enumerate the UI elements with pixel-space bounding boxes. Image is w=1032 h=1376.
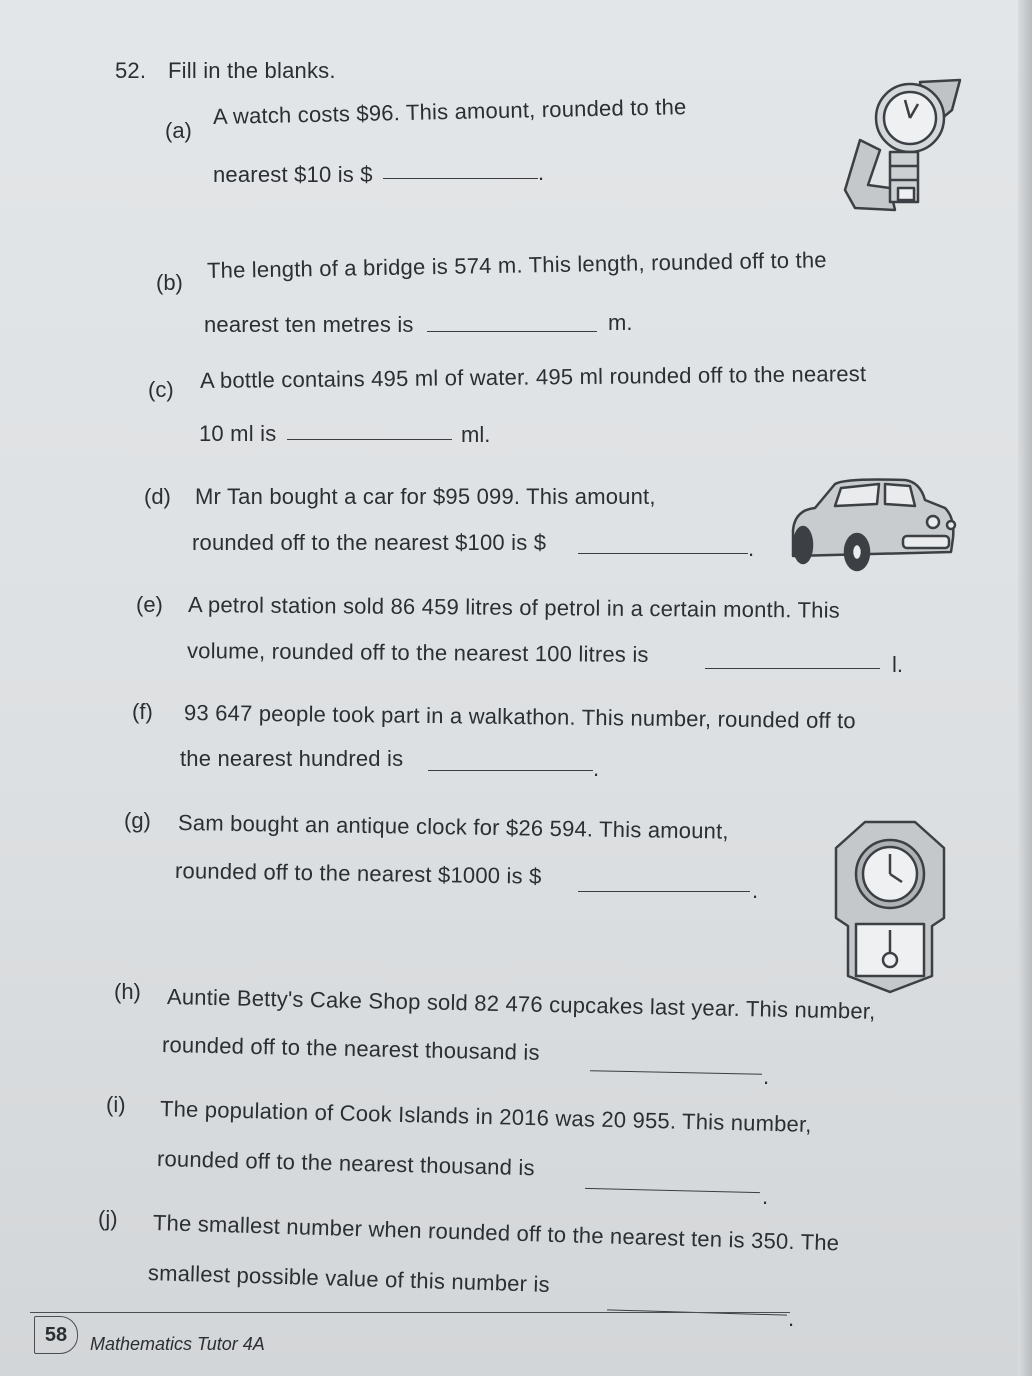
item-e-label: (e) bbox=[136, 592, 163, 617]
item-a-line1: A watch costs $96. This amount, rounded to the bbox=[212, 94, 687, 129]
item-c-suffix: ml. bbox=[461, 422, 491, 447]
item-h-line2: rounded off to the nearest thousand is bbox=[161, 1032, 541, 1065]
item-g-line1: Sam bought an antique clock for $26 594. This amount, bbox=[177, 810, 729, 844]
item-h-line1: Auntie Betty's Cake Shop sold 82 476 cupcakes last year. This number, bbox=[166, 984, 876, 1024]
item-d-suffix: . bbox=[748, 536, 755, 561]
item-j-line2: smallest possible value of this number is bbox=[147, 1260, 551, 1297]
item-j-label: (j) bbox=[98, 1206, 118, 1231]
item-b-suffix: m. bbox=[608, 310, 633, 335]
item-j-suffix: . bbox=[788, 1306, 795, 1331]
item-a-label: (a) bbox=[165, 118, 192, 143]
item-i-label: (i) bbox=[106, 1092, 126, 1117]
item-b-answer-blank[interactable] bbox=[427, 331, 597, 332]
item-f-label: (f) bbox=[132, 699, 153, 724]
item-b-line2: nearest ten metres is bbox=[204, 312, 414, 337]
page-edge bbox=[1018, 0, 1032, 1376]
item-g-answer-blank[interactable] bbox=[578, 891, 750, 892]
car-icon bbox=[785, 470, 960, 580]
footer-rule bbox=[30, 1312, 790, 1313]
item-e-line2: volume, rounded off to the nearest 100 litres is bbox=[186, 638, 649, 668]
item-f-line1: 93 647 people took part in a walkathon. This number, rounded off to bbox=[183, 700, 856, 734]
item-b-label: (b) bbox=[156, 270, 183, 295]
item-a-suffix: . bbox=[538, 160, 545, 185]
item-d-answer-blank[interactable] bbox=[578, 553, 748, 554]
item-f-answer-blank[interactable] bbox=[428, 770, 593, 771]
item-f-suffix: . bbox=[593, 756, 600, 781]
item-g-suffix: . bbox=[752, 878, 759, 903]
item-e-answer-blank[interactable] bbox=[705, 668, 880, 669]
item-e-line1: A petrol station sold 86 459 litres of petrol in a certain month. This bbox=[187, 592, 841, 623]
item-f-line2: the nearest hundred is bbox=[180, 746, 404, 771]
item-h-suffix: . bbox=[763, 1064, 770, 1089]
item-a-answer-blank[interactable] bbox=[383, 178, 538, 179]
page-number: 58 bbox=[34, 1316, 78, 1354]
item-d-line1: Mr Tan bought a car for $95 099. This amount, bbox=[195, 484, 656, 509]
item-d-line2: rounded off to the nearest $100 is $ bbox=[192, 530, 547, 555]
item-i-answer-blank[interactable] bbox=[585, 1188, 760, 1193]
item-j-line1: The smallest number when rounded off to the nearest ten is 350. The bbox=[152, 1210, 840, 1256]
watch-icon bbox=[820, 70, 970, 220]
item-d-label: (d) bbox=[144, 484, 171, 509]
item-i-suffix: . bbox=[762, 1184, 769, 1209]
item-g-label: (g) bbox=[124, 808, 151, 833]
item-b-line1: The length of a bridge is 574 m. This length, rounded off to the bbox=[206, 247, 827, 283]
item-i-line1: The population of Cook Islands in 2016 was 20 955. This number, bbox=[159, 1096, 812, 1137]
item-e-suffix: l. bbox=[892, 652, 903, 677]
item-c-answer-blank[interactable] bbox=[287, 439, 452, 440]
book-title: Mathematics Tutor 4A bbox=[90, 1334, 265, 1354]
item-h-answer-blank[interactable] bbox=[590, 1070, 762, 1075]
item-c-label: (c) bbox=[148, 377, 174, 402]
clock-icon bbox=[830, 818, 950, 994]
item-a-line2: nearest $10 is $ bbox=[213, 162, 373, 187]
item-g-line2: rounded off to the nearest $1000 is $ bbox=[174, 858, 542, 889]
item-h-label: (h) bbox=[114, 979, 141, 1004]
question-number: 52. bbox=[115, 58, 147, 83]
item-c-line1: A bottle contains 495 ml of water. 495 ml rounded off to the nearest bbox=[199, 361, 867, 393]
question-title: Fill in the blanks. bbox=[168, 58, 336, 83]
item-i-line2: rounded off to the nearest thousand is bbox=[156, 1146, 536, 1181]
item-c-line2: 10 ml is bbox=[199, 421, 277, 446]
